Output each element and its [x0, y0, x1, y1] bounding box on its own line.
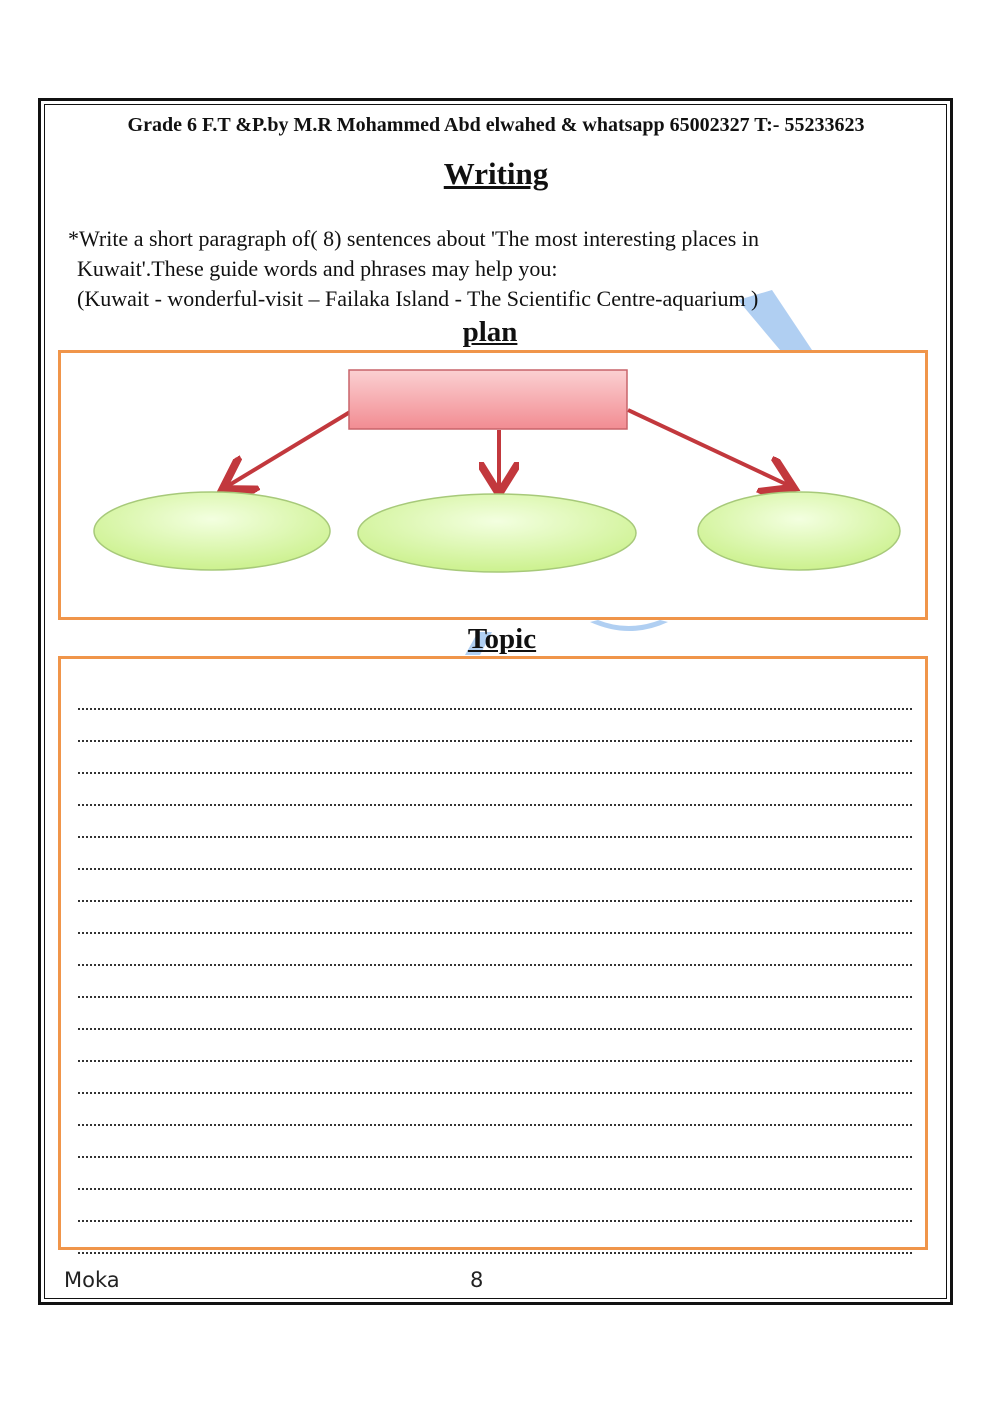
writing-line[interactable]: [78, 934, 912, 966]
writing-line[interactable]: [78, 1158, 912, 1190]
arrow-right: [628, 410, 790, 486]
page-title: Writing: [443, 156, 549, 191]
writing-line[interactable]: [78, 838, 912, 870]
writing-line[interactable]: [78, 1126, 912, 1158]
instruction-line-3: (Kuwait - wonderful-visit – Failaka Island - The Scientific Centre-aquarium ): [77, 286, 759, 311]
writing-line[interactable]: [78, 806, 912, 838]
plan-title: plan: [462, 316, 518, 348]
header-info: Grade 6 F.T &P.by M.R Mohammed Abd elwahed & whatsapp 65002327 T:- 55233623: [127, 114, 865, 136]
idea-oval-left: [94, 492, 330, 570]
writing-line[interactable]: [78, 1030, 912, 1062]
topic-title: Topic: [467, 623, 537, 655]
arrow-left: [226, 412, 350, 487]
writing-line[interactable]: [78, 870, 912, 902]
page-number: 8: [470, 1268, 484, 1292]
writing-line[interactable]: [78, 1062, 912, 1094]
writing-line[interactable]: [78, 1222, 912, 1254]
plan-diagram: [58, 350, 928, 620]
writing-line[interactable]: [78, 1094, 912, 1126]
writing-line[interactable]: [78, 1190, 912, 1222]
footer-author: Moka: [64, 1268, 120, 1292]
writing-lines[interactable]: [78, 678, 912, 1254]
writing-line[interactable]: [78, 966, 912, 998]
instructions: [68, 224, 918, 314]
writing-line[interactable]: [78, 998, 912, 1030]
writing-line[interactable]: [78, 742, 912, 774]
idea-oval-right: [698, 492, 900, 570]
instruction-line-1: *Write a short paragraph of( 8) sentences about 'The most interesting places in: [68, 226, 759, 251]
writing-line[interactable]: [78, 710, 912, 742]
instruction-line-2: Kuwait'.These guide words and phrases may help you:: [77, 256, 558, 281]
writing-line[interactable]: [78, 774, 912, 806]
main-idea-box: [349, 370, 627, 429]
writing-line[interactable]: [78, 902, 912, 934]
writing-line[interactable]: [78, 678, 912, 710]
idea-oval-center: [358, 494, 636, 572]
